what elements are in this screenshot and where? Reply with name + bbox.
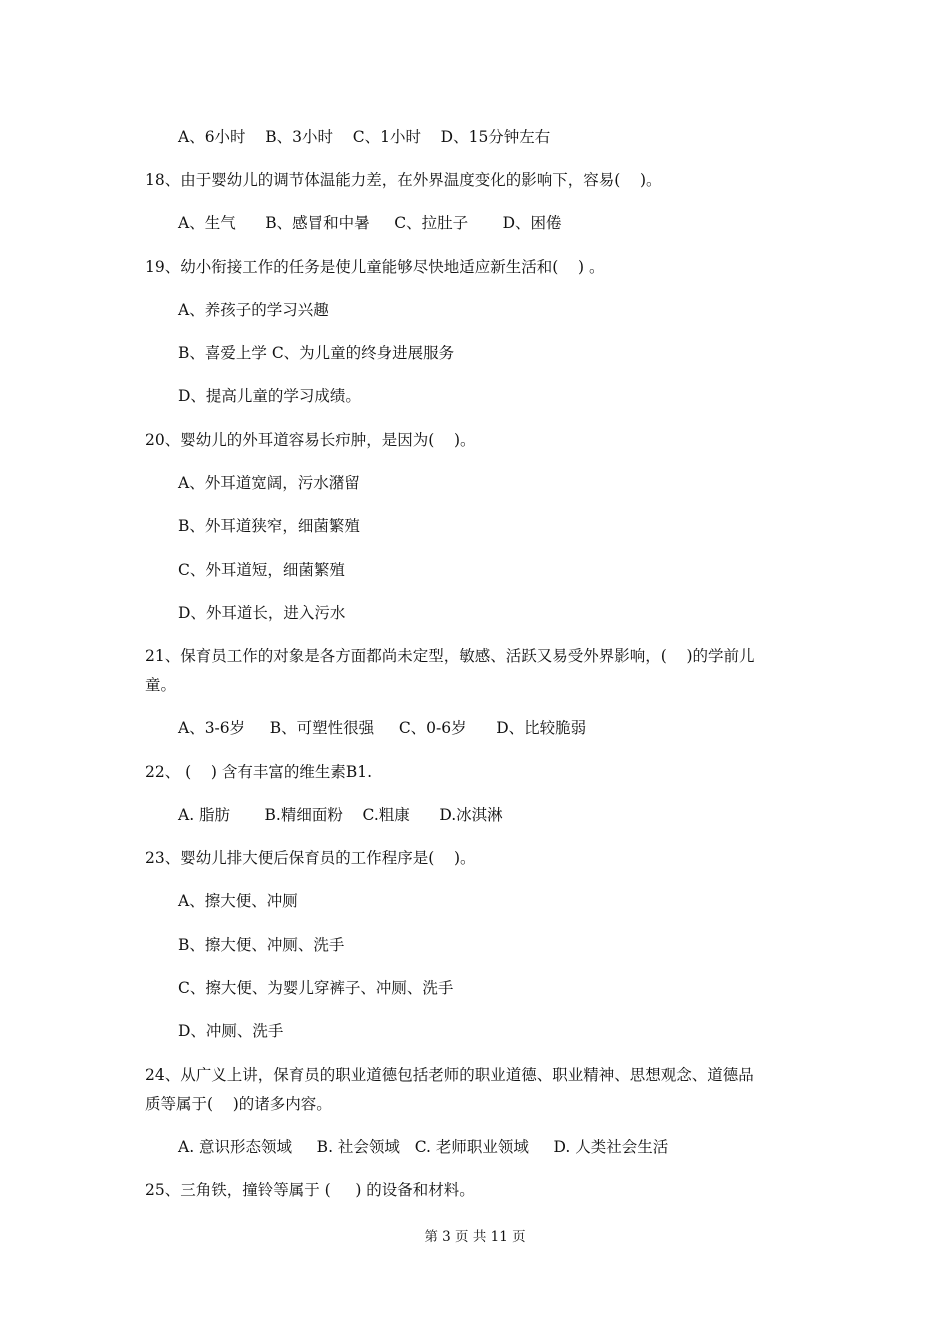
- option-line: B、外耳道狭窄，细菌繁殖: [178, 517, 360, 535]
- options-line: A、6小时 B、3小时 C、1小时 D、15分钟左右: [178, 128, 551, 146]
- option-line: B、喜爱上学 C、为儿童的终身进展服务: [178, 344, 455, 362]
- question-20: 20、婴幼儿的外耳道容易长疖肿，是因为( )。: [145, 431, 476, 449]
- option-line: D、提高儿童的学习成绩。: [178, 387, 361, 405]
- question-23: 23、婴幼儿排大便后保育员的工作程序是( )。: [145, 849, 476, 867]
- option-line: D、冲厕、洗手: [178, 1022, 284, 1040]
- question-21-cont: 童。: [145, 676, 177, 694]
- options-line: A、生气 B、感冒和中暑 C、拉肚子 D、困倦: [178, 214, 562, 232]
- option-line: C、外耳道短，细菌繁殖: [178, 561, 345, 579]
- options-line: A. 意识形态领域 B. 社会领域 C. 老师职业领域 D. 人类社会生活: [178, 1138, 669, 1156]
- question-24-cont: 质等属于( )的诸多内容。: [145, 1095, 332, 1113]
- question-18: 18、由于婴幼儿的调节体温能力差，在外界温度变化的影响下，容易( )。: [145, 171, 662, 189]
- question-24: 24、从广义上讲，保育员的职业道德包括老师的职业道德、职业精神、思想观念、道德品: [145, 1066, 754, 1084]
- option-line: B、擦大便、冲厕、洗手: [178, 936, 345, 954]
- question-22: 22、 ( ) 含有丰富的维生素B1.: [145, 763, 373, 781]
- options-line: A. 脂肪 B.精细面粉 C.粗康 D.冰淇淋: [178, 806, 503, 824]
- options-line: A、3-6岁 B、可塑性很强 C、0-6岁 D、比较脆弱: [178, 719, 587, 737]
- question-25: 25、三角铁，撞铃等属于 ( ) 的设备和材料。: [145, 1181, 475, 1199]
- option-line: A、外耳道宽阔，污水潴留: [178, 474, 360, 492]
- option-line: C、擦大便、为婴儿穿裤子、冲厕、洗手: [178, 979, 454, 997]
- option-line: A、擦大便、冲厕: [178, 892, 298, 910]
- option-line: D、外耳道长，进入污水: [178, 604, 346, 622]
- option-line: A、养孩子的学习兴趣: [178, 301, 329, 319]
- page-footer: 第 3 页 共 11 页: [424, 1229, 526, 1245]
- question-19: 19、幼小衔接工作的任务是使儿童能够尽快地适应新生活和( ) 。: [145, 258, 605, 276]
- question-21: 21、保育员工作的对象是各方面都尚未定型，敏感、活跃又易受外界影响，( )的学前儿: [145, 647, 755, 665]
